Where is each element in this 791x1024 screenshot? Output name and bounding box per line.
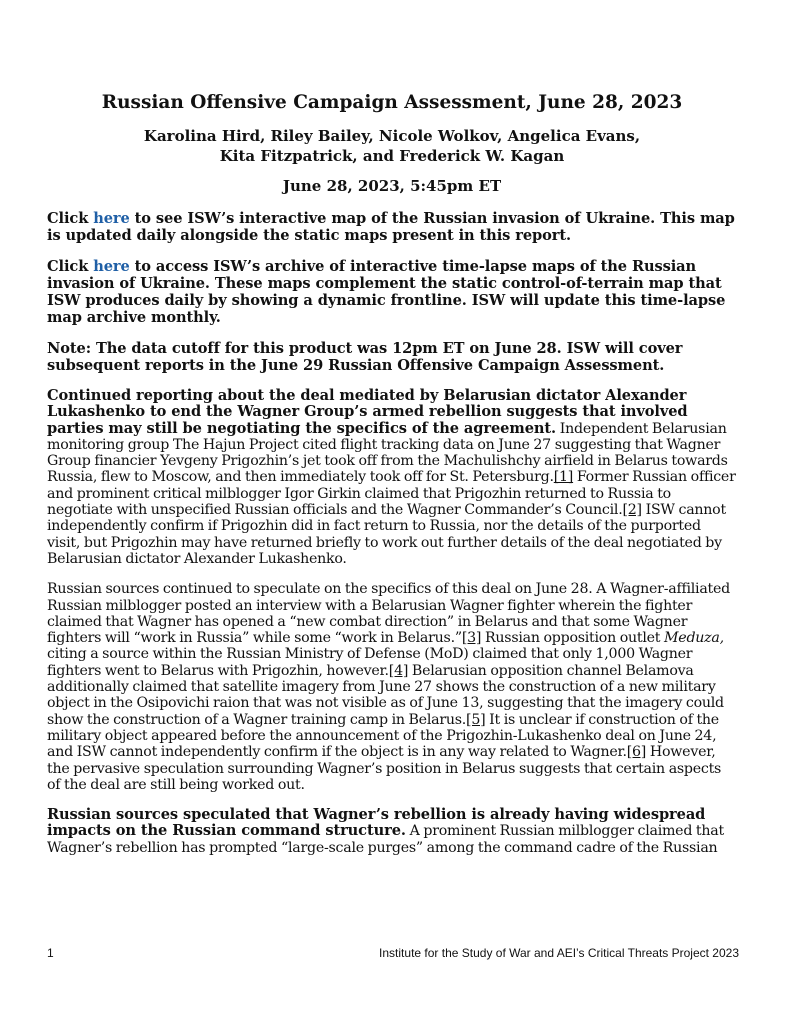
page-number: 1 [47, 946, 54, 960]
timelapse-archive-link[interactable]: here [93, 258, 130, 275]
footer-organization: Institute for the Study of War and AEI’s Critical Threats Project 2023 [379, 946, 739, 960]
footnote-link-2[interactable]: [2] [622, 502, 642, 519]
body-text: Russian sources continued to speculate on the specifics of this deal on June 28. A Wagner-affiliated Russian milblogger posted an interview with a Belarusian Wagner fighter wherein the fighter claimed that Wagner has opened a “new combat direction” in Belarus and that some Wagner fighters will “work in Russia” while some “work in Belarus.” [47, 581, 730, 647]
body-paragraph-1 [47, 388, 737, 567]
interactive-map-link[interactable]: here [93, 210, 130, 227]
footnote-link-1[interactable]: [1] [553, 469, 574, 486]
report-page [47, 90, 737, 870]
body-paragraph-2 [47, 581, 737, 793]
body-text: However, the pervasive speculation surrounding Wagner’s position in Belarus suggests that certain aspects of the deal are still being worked out. [47, 744, 722, 793]
page-footer [47, 945, 739, 961]
body-text: A prominent Russian milblogger claimed that Wagner’s rebellion has prompted “large-scale purges” among the command cadre of the Russian [47, 823, 724, 856]
body-text: Former Russian officer and prominent critical milblogger Igor Girkin claimed that Prigozhin returned to Russia to negotiate with unspecified Russian officials and the Wagner Commander’s Council. [47, 469, 736, 519]
paragraph-lead: Russian sources speculated that Wagner’s rebellion is already having widespread impacts on the Russian command structure. [47, 806, 706, 840]
body-text: Independent Belarusian monitoring group The Hajun Project cited flight tracking data on June 27 suggesting that Wagner Group financier Yevgeny Prigozhin’s jet took off from the Machulishchy airfield in Belarus towards Russia, flew to Moscow, and then immediately took off for St. Petersburg. [47, 420, 728, 486]
body-text: citing a source within the Russian Ministry of Defense (MoD) claimed that only 1,000 Wagner fighters went to Belarus with Prigozhin, however. [47, 646, 693, 679]
report-title: Russian Offensive Campaign Assessment, June 28, 2023 [101, 92, 683, 113]
footnote-link-4[interactable]: [4] [388, 662, 409, 679]
authors-line-2: Kita Fitzpatrick, and Frederick W. Kagan [219, 147, 565, 165]
body-text: Belarusian opposition channel Belamova additionally claimed that satellite imagery from June 27 shows the construction of a new military object in the Osipovichi raion that was not visible as of June 13, suggesting that the imagery could show the construction of a Wagner training camp in Belarus. [47, 662, 724, 728]
notice-text: to access ISW’s archive of interactive time-lapse maps of the Russian invasion of Ukraine. These maps complement the static control-of-terrain map that ISW produces daily by showing a dynamic frontline. ISW will update this time-lapse map archive monthly. [47, 258, 726, 326]
interactive-map-notice [47, 210, 737, 244]
footnote-link-5[interactable]: [5] [466, 711, 486, 728]
body-text: ISW cannot independently confirm if Prigozhin did in fact return to Russia, nor the details of the purported visit, but Prigozhin may have returned briefly to work out further details of the deal negotiated by Belarusian dictator Alexander Lukashenko. [47, 502, 726, 567]
body-paragraph-3 [47, 807, 737, 856]
report-dateline: June 28, 2023, 5:45pm ET [282, 177, 502, 195]
notice-text: Click [47, 210, 94, 227]
notice-text: to see ISW’s interactive map of the Russian invasion of Ukraine. This map is updated daily alongside the static maps present in this report. [47, 210, 735, 244]
timelapse-archive-notice [47, 258, 737, 326]
author-list [47, 126, 737, 166]
footnote-link-3[interactable]: [3] [461, 630, 482, 647]
authors-line-1: Karolina Hird, Riley Bailey, Nicole Wolkov, Angelica Evans, [143, 127, 641, 145]
footnote-link-6[interactable]: [6] [626, 744, 647, 761]
notice-text: Click [47, 258, 94, 275]
outlet-name-meduza: Meduza, [664, 630, 724, 647]
body-text: It is unclear if construction of the military object appeared before the announcement of the Prigozhin-Lukashenko deal on June 24, and ISW cannot independently confirm if the object is in any way related to Wagner. [47, 711, 719, 761]
paragraph-lead: Continued reporting about the deal mediated by Belarusian dictator Alexander Lukashenko to end the Wagner Group’s armed rebellion suggests that involved parties may still be negotiating the specifics of the agreement. [47, 387, 688, 437]
body-text: Russian opposition outlet [481, 630, 665, 647]
data-cutoff-note: Note: The data cutoff for this product was 12pm ET on June 28. ISW will cover subsequent reports in the June 29 Russian Offensive Campaign Assessment. [47, 340, 683, 374]
